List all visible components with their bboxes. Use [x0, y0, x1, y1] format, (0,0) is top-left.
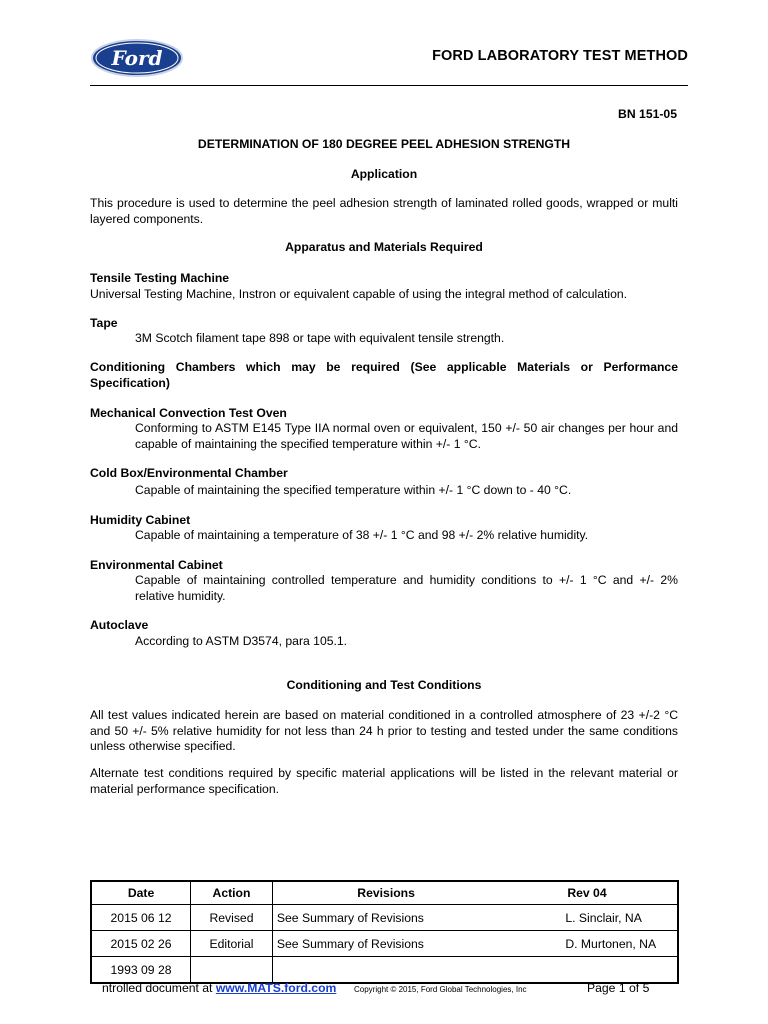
item-text-tensile: Universal Testing Machine, Instron or equivalent capable of using the integral method of calculation. — [90, 287, 628, 301]
cell-author — [499, 957, 678, 984]
item-text-autoclave: According to ASTM D3574, para 105.1. — [135, 634, 348, 648]
cell-action — [191, 957, 273, 984]
footer-copyright: Copyright © 2015, Ford Global Technologies, Inc — [354, 985, 527, 994]
ford-logo — [90, 38, 184, 78]
table-row — [91, 931, 678, 957]
header-revisions: Revisions — [272, 881, 499, 905]
cell-author: L. Sinclair, NA — [499, 905, 678, 931]
item-text-humidity: Capable of maintaining a temperature of 38 +/- 1 °C and 98 +/- 2% relative humidity. — [135, 528, 589, 542]
cell-date: 2015 06 12 — [91, 905, 191, 931]
conditioning-text-2: Alternate test conditions required by specific material applications will be listed in the relevant material or material performance specification. — [90, 766, 678, 796]
item-title-cold-box: Cold Box/Environmental Chamber — [90, 466, 288, 480]
item-title-tape: Tape — [90, 316, 118, 330]
cell-action: Revised — [191, 905, 273, 931]
footer-prefix: ntrolled document at — [102, 981, 216, 995]
footer-page-number: Page 1 of 5 — [587, 981, 650, 995]
conditioning-heading: Conditioning and Test Conditions — [286, 678, 482, 692]
header-date: Date — [91, 881, 191, 905]
item-text-environmental: Capable of maintaining controlled temperature and humidity conditions to +/- 1 °C and +/- 2% relative humidity. — [135, 573, 678, 603]
document-title: DETERMINATION OF 180 DEGREE PEEL ADHESION STRENGTH — [197, 137, 571, 151]
cell-revision: See Summary of Revisions — [272, 931, 499, 957]
cell-revision: See Summary of Revisions — [272, 905, 499, 931]
apparatus-heading: Apparatus and Materials Required — [285, 240, 483, 254]
item-title-humidity: Humidity Cabinet — [90, 513, 191, 527]
header-title: FORD LABORATORY TEST METHOD — [432, 48, 688, 64]
cell-revision — [272, 957, 499, 984]
cell-author: D. Murtonen, NA — [499, 931, 678, 957]
item-title-tensile: Tensile Testing Machine — [90, 271, 230, 285]
footer-controlled-note — [102, 981, 336, 995]
table-row — [91, 905, 678, 931]
conditioning-text-1: All test values indicated herein are based on material conditioned in a controlled atmosphere of 23 +/-2 °C and 50 +/- 5% relative humidity for not less than 24 h prior to testing and tested under the same conditions unless otherwise specified. — [90, 708, 678, 753]
svg-text:Ford: Ford — [111, 46, 163, 70]
application-text: This procedure is used to determine the peel adhesion strength of laminated rolled goods, wrapped or multi layered components. — [90, 196, 678, 226]
header-action: Action — [191, 881, 273, 905]
item-text-cold-box: Capable of maintaining the specified temperature within +/- 1 °C down to - 40 °C. — [135, 483, 572, 497]
header-rev: Rev 04 — [499, 881, 678, 905]
mats-link[interactable]: www.MATS.ford.com — [215, 981, 337, 995]
cell-action: Editorial — [191, 931, 273, 957]
item-text-oven: Conforming to ASTM E145 Type IIA normal oven or equivalent, 150 +/- 50 air changes per hour and capable of maintaining the specified temperature within +/- 1 °C. — [135, 421, 678, 451]
table-header-row — [91, 881, 678, 905]
table-row — [91, 957, 678, 984]
document-number: BN 151-05 — [618, 107, 677, 121]
item-title-autoclave: Autoclave — [90, 618, 149, 632]
item-text-tape: 3M Scotch filament tape 898 or tape with equivalent tensile strength. — [135, 331, 505, 345]
item-title-oven: Mechanical Convection Test Oven — [90, 406, 287, 420]
header-divider — [90, 85, 688, 86]
cell-date: 2015 02 26 — [91, 931, 191, 957]
cell-date: 1993 09 28 — [91, 957, 191, 984]
application-heading: Application — [350, 167, 418, 181]
revisions-table — [90, 880, 679, 984]
item-title-environmental: Environmental Cabinet — [90, 558, 223, 572]
item-title-conditioning-chambers: Conditioning Chambers which may be required (See applicable Materials or Performance Specification) — [90, 360, 678, 390]
